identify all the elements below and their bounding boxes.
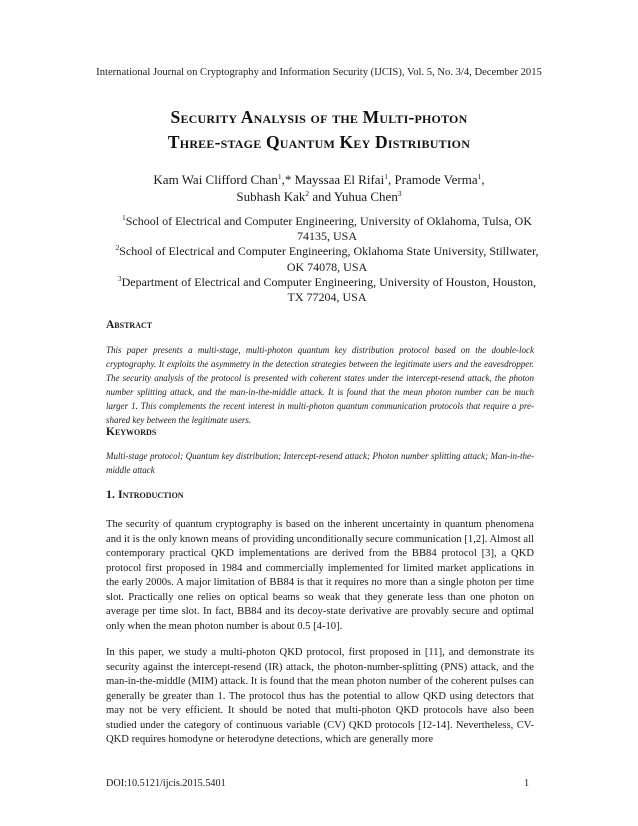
- body-paragraph-2: In this paper, we study a multi-photon QKD protocol, first proposed in [11], and demonstrate its security against the intercept-resend (IR) attack, the photon-number-splitting (PNS) attack, and the man-in-the-middle (MIM) attack. It is found that the mean photon number of the coherent pulses can generally be greater than 1. The protocol thus has the potential to allow QKD using detectors that may not be very efficient. It should be noted that multi-photon QKD protocols have also been studied under the category of continuous variable (CV) QKD protocols [12-14]. Nevertheless, CV-QKD requires homodyne or heterodyne detections, which are generally more: [106, 647, 534, 745]
- affiliation-list: [112, 214, 542, 305]
- author-name: Kam Wai Clifford Chan: [153, 172, 278, 187]
- affiliation-mark: 2: [115, 243, 120, 253]
- author-affil-mark: 2: [305, 189, 310, 198]
- keywords-text: Multi-stage protocol; Quantum key distribution; Intercept-resend attack; Photon number splitting attack; Man-in-the-middle attack: [106, 451, 534, 475]
- author-affil-mark: 1: [277, 172, 282, 181]
- author-line-2: [0, 188, 638, 205]
- footer-doi: DOI:10.5121/ijcis.2015.5401: [106, 778, 226, 789]
- affiliation-mark: 1: [121, 213, 126, 222]
- running-header: International Journal on Cryptography and Information Security (IJCIS), Vol. 5, No. 3/4, December 2015: [96, 67, 542, 78]
- introduction-heading: 1. Introduction: [106, 487, 184, 501]
- author-name: ,* Mayssaa El Rifai: [281, 172, 385, 187]
- author-affil-mark: 1: [384, 172, 388, 181]
- body-paragraph-1: The security of quantum cryptography is based on the inherent uncertainty in quantum phenomena and it is the only known means of providing unconditionally secure communication [1,2]. Almost all contemporary practical QKD implementations are derived from the BB84 protocol [3], a QKD protocol first proposed in 1984 and commercially implemented for limited market applications in the early 2000s. A major limitation of BB84 is that it requires no more than a single photon per time slot. Practically one relies on optical beams so weak that they generate less than one photon on average per time slot. In fact, BB84 and its decoy-state derivative are provably secure and optimal only when the mean photon number is about 0.5 [4-10].: [106, 519, 534, 632]
- keywords-heading: Keywords: [106, 426, 157, 438]
- affiliation-item: [112, 275, 542, 305]
- abstract-text: This paper presents a multi-stage, multi-photon quantum key distribution protocol based on the double-lock cryptography. It exploits the asymmetry in the detection strategies between the legitimate users and the eavesdropper. The security analysis of the protocol is presented with coherent states under the intercept-resend attack, the photon number splitting attack, and the man-in-the-middle attack. It is found that the mean photon number can be much larger 1. This complements the recent interest in multi-photon quantum communication protocols that require a pre-shared key between the legitimate users.: [106, 345, 534, 425]
- title-line-2: Three-stage Quantum Key Distribution: [167, 132, 471, 152]
- page-number: 1: [524, 778, 530, 789]
- author-affil-mark: 3: [397, 189, 402, 198]
- author-name: Subhash Kak: [236, 189, 306, 204]
- author-name: and Yuhua Chen: [309, 189, 398, 204]
- abstract-heading: Abstract: [106, 319, 153, 331]
- affiliation-text: School of Electrical and Computer Engineering, University of Oklahoma, Tulsa, OK 74135, USA: [125, 214, 532, 244]
- affiliation-item: [112, 244, 542, 274]
- affiliation-text: School of Electrical and Computer Engineering, Oklahoma State University, Stillwater, OK 74078, USA: [119, 244, 539, 274]
- author-list: [0, 171, 638, 205]
- author-affil-mark: 1: [477, 172, 482, 181]
- paper-title: [0, 105, 638, 155]
- affiliation-item: [112, 214, 542, 244]
- author-line-1: [0, 171, 638, 188]
- title-line-1: Security Analysis of the Multi-photon: [170, 107, 468, 127]
- author-separator: ,: [481, 172, 485, 187]
- affiliation-text: Department of Electrical and Computer Engineering, University of Houston, Houston, TX 77204, USA: [121, 274, 537, 305]
- affiliation-mark: 3: [117, 273, 122, 283]
- author-name: , Pramode Verma: [387, 172, 478, 187]
